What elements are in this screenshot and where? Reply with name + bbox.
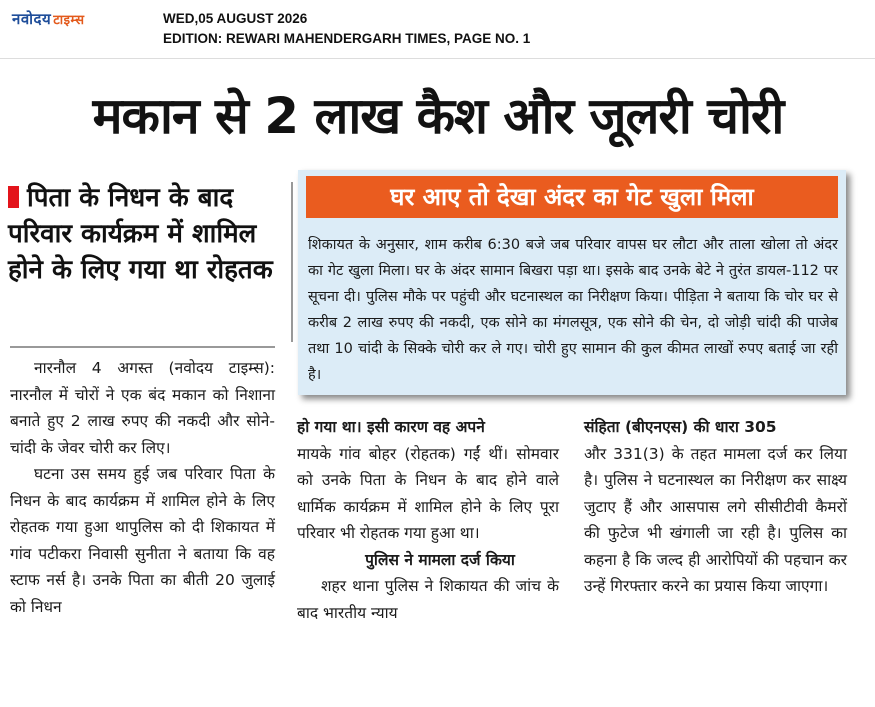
subhead-divider: [10, 346, 275, 348]
article-column-3: [584, 414, 847, 600]
column3-para1: और 331(3) के तहत मामला दर्ज कर लिया है। पुलिस ने घटनास्थल का निरीक्षण कर साक्ष्य जुटाए हैं और आसपास लगे सीसीटीवी कैमरों की फुटेज भी खंगाली जा रही है। पुलिस का कहना है कि जल्द ही आरोपियों की पहचान कर उन्हें गिरफ्तार करने का प्रयास किया जाएगा।: [584, 444, 847, 595]
bullet-square-icon: [8, 186, 19, 208]
highlight-box-title: घर आए तो देखा अंदर का गेट खुला मिला: [306, 176, 838, 218]
column2-para1: मायके गांव बोहर (रोहतक) गईं थीं। सोमवार को उनके पिता के निधन के बाद होने वाले धार्मिक कार्यक्रम में शामिल होने के लिए पूरा परिवार भी रोहतक गया हुआ था।: [297, 444, 559, 542]
column1-para1: नारनौल 4 अगस्त (नवोदय टाइम्स): नारनौल में चोरों ने एक बंद मकान को निशाना बनाते हुए 2 लाख रुपए की नकदी और सोने-चांदी के जेवर चोरी कर लिए।: [10, 359, 275, 457]
logo-part1: नवोदय: [12, 10, 52, 28]
article-column-2: [297, 414, 559, 626]
column3-lead: संहिता (बीएनएस) की धारा 305: [584, 418, 777, 436]
edition-meta: [163, 9, 530, 49]
newspaper-logo: [12, 9, 85, 29]
subheadline-text: पिता के निधन के बाद परिवार कार्यक्रम में शामिल होने के लिए गया था रोहतक: [8, 183, 273, 285]
article-column-1: [10, 355, 275, 620]
logo-part2: टाइम्स: [53, 13, 85, 28]
page-header: [0, 0, 875, 56]
column-divider: [291, 182, 293, 342]
header-divider: [0, 58, 875, 59]
subheadline: [8, 180, 288, 288]
column2-para2: शहर थाना पुलिस ने शिकायत की जांच के बाद भारतीय न्याय: [297, 577, 559, 622]
highlight-box-text: शिकायत के अनुसार, शाम करीब 6:30 बजे जब परिवार वापस घर लौटा और ताला खोला तो अंदर का गेट खुला मिला। घर के अंदर सामान बिखरा पड़ा था। इसके बाद उनके बेटे ने तुरंत डायल-112 पर सूचना दी। पुलिस मौके पर पहुंची और घटनास्थल का निरीक्षण किया। पीड़िता ने बताया कि चोर घर से करीब 2 लाख रुपए की नकदी, एक सोने का मंगलसूत्र, एक सोने की चेन, दो जोड़ी चांदी की पाजेब तथा 10 चांदी के सिक्के चोरी कर ले गए। चोरी हुए सामान की कुल कीमत लाखों रुपए बताई जा रही है।: [308, 237, 838, 383]
highlight-box: [298, 170, 846, 395]
date-line: WED,05 AUGUST 2026: [163, 11, 308, 26]
edition-line: EDITION: REWARI MAHENDERGARH TIMES, PAGE NO. 1: [163, 31, 531, 46]
column2-lead: हो गया था। इसी कारण वह अपने: [297, 418, 485, 436]
column1-para2: घटना उस समय हुई जब परिवार पिता के निधन के बाद कार्यक्रम में शामिल होने के लिए रोहतक गया हुआ थापुलिस को दी शिकायत में गांव पटीकरा निवासी सुनीता ने बताया कि वह स्टाफ नर्स है। उनके पिता का बीती 20 जुलाई को निधन: [10, 465, 275, 616]
column2-subtitle: पुलिस ने मामला दर्ज किया: [365, 550, 515, 569]
headline: मकान से 2 लाख कैश और जूलरी चोरी: [92, 87, 784, 145]
